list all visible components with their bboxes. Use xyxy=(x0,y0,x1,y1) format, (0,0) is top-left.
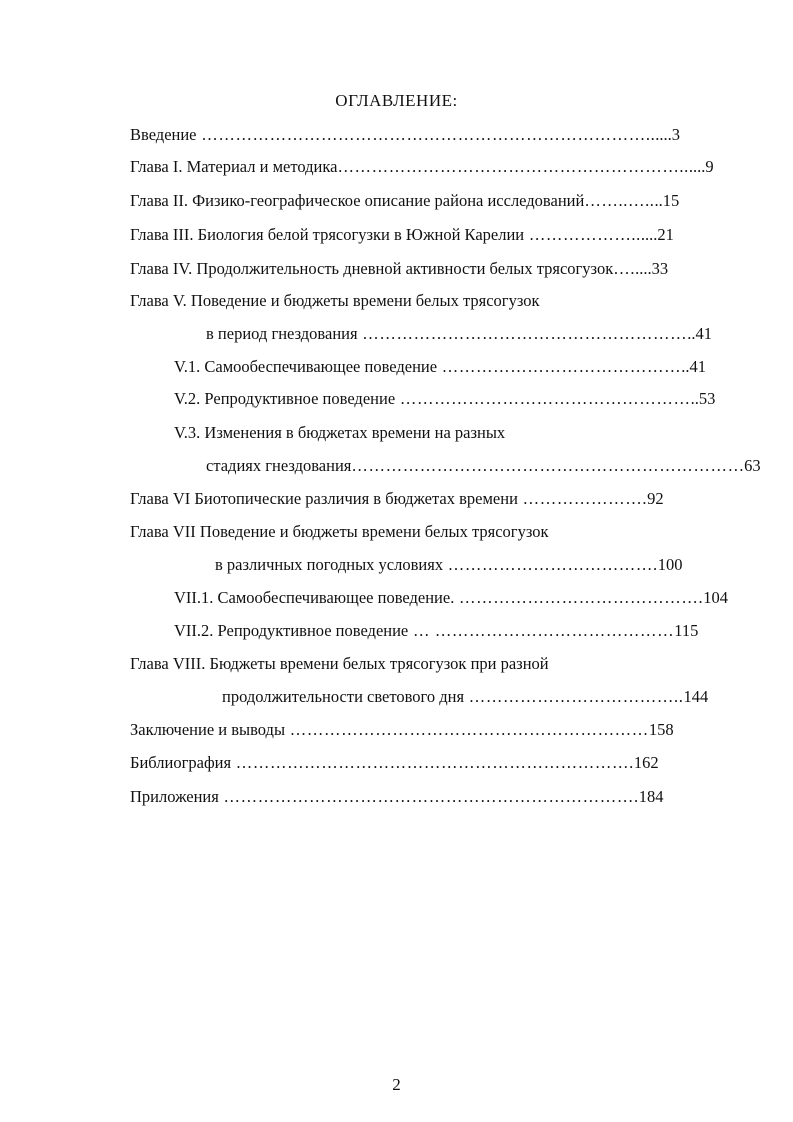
toc-entry-leader: ……………………………….. xyxy=(464,687,684,706)
toc-entry xyxy=(130,124,680,146)
toc-entry-text: Глава II. Физико-географическое описание района исследований xyxy=(130,191,585,210)
toc-entry-text: Глава IV. Продолжительность дневной активности белых трясогузок xyxy=(130,259,614,278)
toc-entry-leader: …………………………………… xyxy=(437,357,682,376)
toc-title: ОГЛАВЛЕНИЕ: xyxy=(335,91,458,110)
toc-entry-leader: …………………………………………………………………….. xyxy=(196,125,656,144)
toc-entry-text: VII.1. Самообеспечивающее поведение. xyxy=(174,588,455,607)
toc-entry xyxy=(130,290,540,312)
toc-entry-leader: …………………………………………… xyxy=(395,389,691,408)
toc-entry-text: V.3. Изменения в бюджетах времени на разных xyxy=(174,423,506,442)
toc-entry-text: Глава VIII. Бюджеты времени белых трясогузок при разной xyxy=(130,654,549,673)
toc-entry xyxy=(174,388,715,410)
toc-entry xyxy=(130,488,664,510)
toc-entry xyxy=(130,224,674,246)
toc-entry-leader: ……………………………………………………… xyxy=(285,720,649,739)
toc-entry-page: ....9 xyxy=(688,157,714,176)
toc-entry-leader: ………………………………………………… xyxy=(357,324,688,343)
toc-entry-leader: ……..….. xyxy=(584,191,655,210)
toc-entry-text: Глава VI Биотопические различия в бюджетах времени xyxy=(130,489,518,508)
toc-entry xyxy=(130,156,714,178)
toc-entry xyxy=(130,653,549,675)
toc-entry-page: ..15 xyxy=(654,191,680,210)
toc-entry-page: ....21 xyxy=(640,225,674,244)
toc-entry xyxy=(206,323,712,345)
toc-entry xyxy=(174,620,698,642)
toc-entry xyxy=(130,752,659,774)
toc-entry-leader: …………………………………………………….. xyxy=(337,157,689,176)
toc-entry-leader: ………………………………………………………………. xyxy=(218,787,639,806)
toc-entry xyxy=(206,455,761,477)
toc-entry-text: продолжительности светового дня xyxy=(222,687,465,706)
toc-entry-text: VII.2. Репродуктивное поведение xyxy=(174,621,409,640)
toc-entry-text: Введение xyxy=(130,125,197,144)
toc-entry-text: стадиях гнездования xyxy=(206,456,352,475)
toc-entry-text: Глава III. Биология белой трясогузки в Южной Карелии xyxy=(130,225,525,244)
toc-entry-page: ....33 xyxy=(635,259,669,278)
toc-entry xyxy=(130,258,668,280)
toc-entry xyxy=(215,554,682,576)
toc-entry-page: 115 xyxy=(674,621,699,640)
toc-entry-leader: … …………………………………… xyxy=(408,621,675,640)
toc-entry xyxy=(130,719,674,741)
toc-entry-page: 184 xyxy=(638,787,664,806)
toc-entry-text: V.2. Репродуктивное поведение xyxy=(174,389,396,408)
toc-entry-page: 144 xyxy=(683,687,709,706)
toc-entry-page: ..41 xyxy=(687,324,712,343)
toc-entry-leader: ………………………………. xyxy=(443,555,658,574)
toc-entry-text: Заключение и выводы xyxy=(130,720,286,739)
toc-entry-page: 162 xyxy=(633,753,659,772)
toc-entry-text: в период гнездования xyxy=(206,324,358,343)
toc-entry-leader: ……………………………………. xyxy=(454,588,704,607)
page-number: 2 xyxy=(392,1075,401,1094)
toc-entry-page: ....3 xyxy=(655,125,681,144)
toc-entry-page: …63 xyxy=(727,456,761,475)
toc-entry-text: Библиография xyxy=(130,753,232,772)
toc-entry-page: 104 xyxy=(703,588,728,607)
toc-entry xyxy=(174,422,505,444)
toc-entry-text: Глава I. Материал и методика xyxy=(130,157,338,176)
toc-entry-leader: ………………………………………………………… xyxy=(351,456,728,475)
toc-entry-text: Глава V. Поведение и бюджеты времени белых трясогузок xyxy=(130,291,540,310)
toc-entry-text: Глава VII Поведение и бюджеты времени белых трясогузок xyxy=(130,522,549,541)
toc-entry xyxy=(174,356,706,378)
toc-entry xyxy=(130,190,679,212)
toc-entry-leader: ……………….. xyxy=(524,225,641,244)
toc-entry-leader: ……………………………………………………………. xyxy=(231,753,634,772)
toc-entry xyxy=(130,786,663,808)
toc-entry-text: Приложения xyxy=(130,787,219,806)
toc-entry-page: ..41 xyxy=(681,357,706,376)
toc-entry-leader: …………………. xyxy=(517,489,648,508)
toc-entry xyxy=(222,686,708,708)
toc-entry-page: 158 xyxy=(648,720,674,739)
toc-entry-leader: …. xyxy=(613,259,636,278)
toc-entry xyxy=(130,521,549,543)
toc-entry-text: V.1. Самообеспечивающее поведение xyxy=(174,357,438,376)
toc-entry xyxy=(174,587,728,609)
toc-entry-text: в различных погодных условиях xyxy=(215,555,444,574)
toc-entry-page: ..53 xyxy=(690,389,716,408)
toc-entry-page: 100 xyxy=(657,555,683,574)
toc-entry-page: 92 xyxy=(647,489,664,508)
